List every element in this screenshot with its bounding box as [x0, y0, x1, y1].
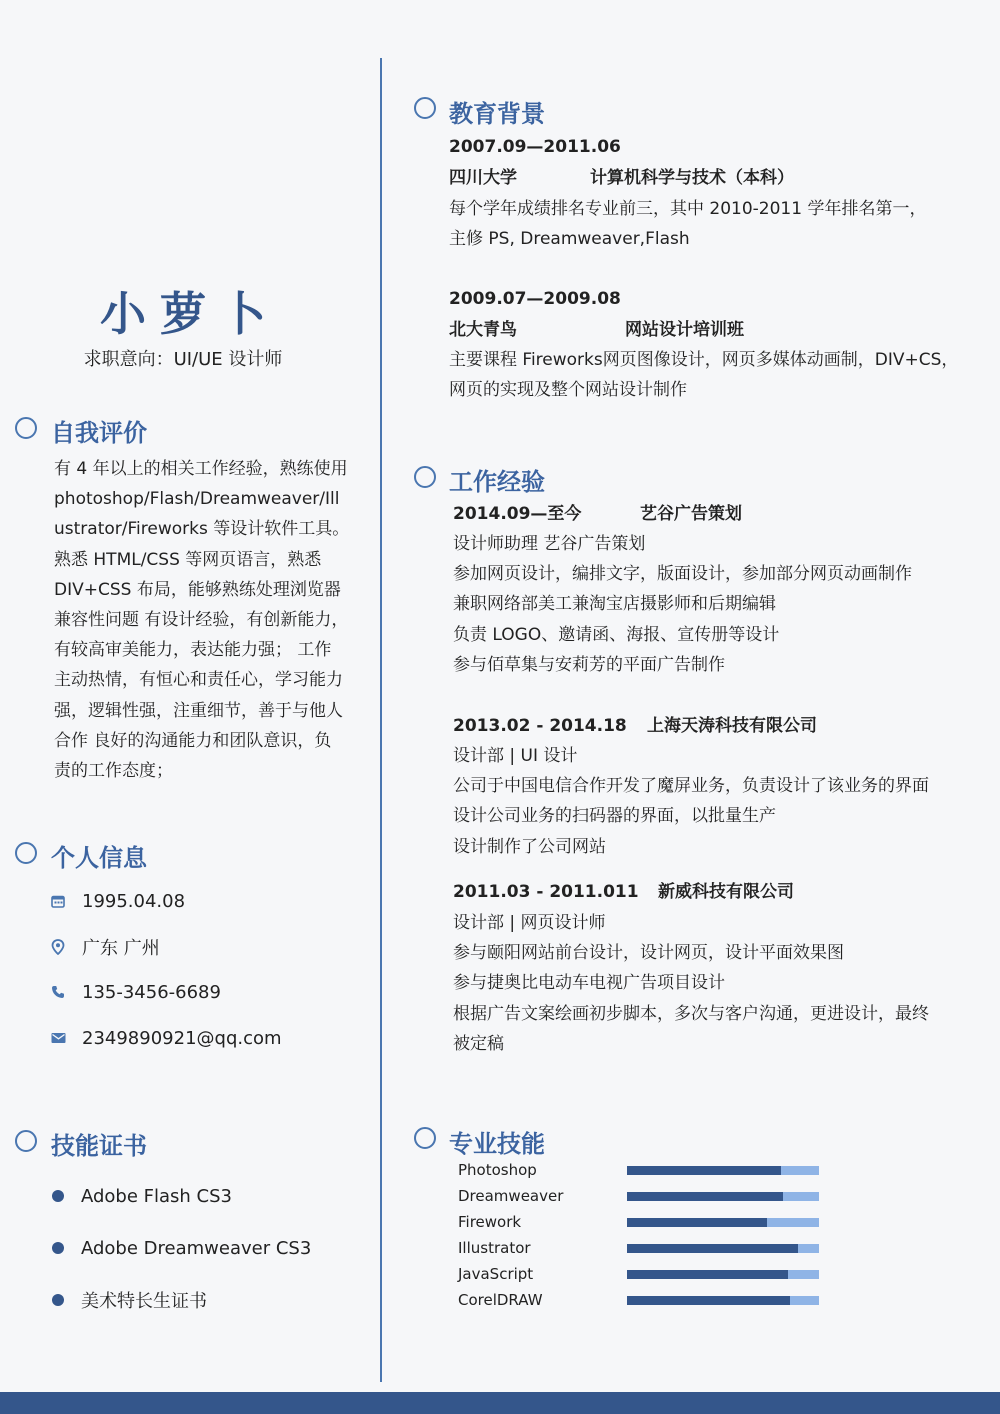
- skill-bar-track: [627, 1218, 819, 1227]
- skill-label: Firework: [458, 1213, 522, 1231]
- edu-major: 计算机科学与技术（本科）: [590, 168, 794, 188]
- self-eval-line: 合作 良好的沟通能力和团队意识，负: [54, 730, 332, 751]
- skill-label: CorelDRAW: [458, 1291, 543, 1309]
- work-line: 参与捷奥比电动车电视广告项目设计: [453, 973, 725, 994]
- skill-bar-fill: [627, 1192, 783, 1201]
- work-line: 设计制作了公司网站: [453, 836, 606, 857]
- work-line: 设计部 | 网页设计师: [453, 913, 606, 933]
- edu-detail: 网页的实现及整个网站设计制作: [449, 380, 687, 400]
- section-circle-icon: [15, 842, 37, 864]
- edu-period: 2007.09—2011.06: [449, 137, 621, 157]
- self-eval-line: ustrator/Fireworks 等设计软件工具。: [54, 519, 350, 540]
- self-eval-line: 强，逻辑性强，注重细节，善于与他人: [54, 700, 343, 721]
- bullet-icon: [52, 1242, 64, 1254]
- edu-detail: 主要课程 Fireworks网页图像设计，网页多媒体动画制，DIV+CS，: [449, 350, 959, 370]
- section-circle-icon: [414, 466, 436, 488]
- edu-major: 网站设计培训班: [625, 320, 744, 340]
- work-line: 兼职网络部美工兼淘宝店摄影师和后期编辑: [453, 594, 776, 615]
- edu-school: 北大青鸟: [449, 320, 517, 340]
- section-circle-icon: [414, 97, 436, 119]
- skill-label: Dreamweaver: [458, 1187, 564, 1205]
- work-period: 2013.02 - 2014.18: [453, 716, 627, 736]
- edu-detail: 每个学年成绩排名专业前三，其中 2010-2011 学年排名第一，: [449, 199, 927, 219]
- bullet-icon: [52, 1190, 64, 1202]
- skill-bar-track: [627, 1192, 819, 1201]
- self-eval-line: 熟悉 HTML/CSS 等网页语言，熟悉: [54, 549, 322, 570]
- location-pin-icon: [50, 939, 66, 955]
- self-eval-line: photoshop/Flash/Dreamweaver/Ill: [54, 489, 340, 510]
- work-company: 上海天涛科技有限公司: [647, 716, 817, 736]
- section-title-personal: 个人信息: [51, 844, 147, 872]
- skill-label: JavaScript: [458, 1265, 534, 1283]
- skill-bar-fill: [627, 1296, 790, 1305]
- job-intent: 求职意向：UI/UE 设计师: [83, 349, 283, 370]
- work-line: 设计公司业务的扫码器的界面，以批量生产: [453, 806, 776, 827]
- self-eval-line: 主动热情，有恒心和责任心，学习能力: [54, 670, 343, 691]
- work-line: 根据广告文案绘画初步脚本，多次与客户沟通，更进设计，最终: [453, 1003, 929, 1024]
- work-line: 被定稿: [453, 1033, 504, 1054]
- cert-item: [52, 1183, 232, 1209]
- section-circle-icon: [15, 417, 37, 439]
- info-email: [50, 1026, 282, 1050]
- section-title-work: 工作经验: [449, 468, 545, 496]
- section-title-certs: 技能证书: [51, 1132, 147, 1160]
- candidate-name: 小萝卜: [100, 287, 280, 341]
- info-birthday: [50, 889, 185, 913]
- work-details: [453, 529, 953, 680]
- self-eval-line: 责的工作态度；: [54, 761, 173, 782]
- work-period: 2014.09—至今: [453, 504, 582, 524]
- skill-bar-fill: [627, 1166, 781, 1175]
- info-phone: [50, 980, 221, 1004]
- work-line: 负责 LOGO、邀请函、海报、宣传册等设计: [453, 624, 780, 645]
- work-line: 参与颐阳网站前台设计，设计网页，设计平面效果图: [453, 943, 844, 964]
- cert-label: 美术特长生证书: [81, 1291, 207, 1312]
- cert-item: [52, 1287, 207, 1313]
- work-line: 公司于中国电信合作开发了魔屏业务，负责设计了该业务的界面: [453, 776, 929, 797]
- work-details: [453, 908, 953, 1059]
- work-line: 设计部 | UI 设计: [453, 746, 578, 766]
- skill-bar-track: [627, 1244, 819, 1253]
- footer-bar: [0, 1392, 1000, 1414]
- skill-bar-fill: [627, 1218, 767, 1227]
- bullet-icon: [52, 1294, 64, 1306]
- phone-value: 135-3456-6689: [82, 981, 221, 1003]
- email-value[interactable]: 2349890921@qq.com: [82, 1027, 282, 1049]
- column-divider: [380, 58, 382, 1382]
- work-line: 设计师助理 艺谷广告策划: [453, 534, 646, 554]
- work-line: 参与佰草集与安莉芳的平面广告制作: [453, 654, 725, 675]
- edu-school: 四川大学: [449, 168, 517, 188]
- self-eval-text: [54, 454, 374, 786]
- skill-bar-fill: [627, 1270, 788, 1279]
- work-company: 新威科技有限公司: [658, 882, 794, 902]
- cert-item: [52, 1235, 311, 1261]
- section-circle-icon: [15, 1130, 37, 1152]
- cert-label: Adobe Flash CS3: [81, 1185, 232, 1207]
- location-value: 广东 广州: [82, 938, 160, 959]
- section-title-self-eval: 自我评价: [51, 419, 147, 447]
- self-eval-line: 有较高审美能力，表达能力强； 工作: [54, 640, 332, 661]
- self-eval-line: DIV+CSS 布局，能够熟练处理浏览器: [54, 579, 341, 600]
- cert-label: Adobe Dreamweaver CS3: [81, 1237, 312, 1259]
- mail-icon: [50, 1030, 66, 1046]
- birthday-value: 1995.04.08: [82, 890, 186, 912]
- edu-detail: 主修 PS, Dreamweaver,Flash: [449, 229, 690, 249]
- edu-period: 2009.07—2009.08: [449, 289, 621, 309]
- section-title-education: 教育背景: [449, 100, 545, 128]
- work-line: 参加网页设计，编排文字，版面设计，参加部分网页动画制作: [453, 564, 912, 585]
- work-period: 2011.03 - 2011.011: [453, 882, 639, 902]
- skill-bar-fill: [627, 1244, 798, 1253]
- phone-icon: [50, 984, 66, 1000]
- skill-bar-track: [627, 1166, 819, 1175]
- info-location: [50, 935, 160, 959]
- work-company: 艺谷广告策划: [640, 504, 742, 524]
- section-title-skills: 专业技能: [449, 1130, 545, 1158]
- skill-bar-track: [627, 1296, 819, 1305]
- skill-label: Photoshop: [458, 1161, 537, 1179]
- self-eval-line: 有 4 年以上的相关工作经验，熟练使用: [54, 459, 348, 479]
- self-eval-line: 兼容性问题 有设计经验，有创新能力，: [54, 610, 349, 631]
- calendar-icon: [50, 893, 66, 909]
- skill-label: Illustrator: [458, 1239, 531, 1257]
- section-circle-icon: [414, 1127, 436, 1149]
- work-details: [453, 741, 953, 862]
- skill-bar-track: [627, 1270, 819, 1279]
